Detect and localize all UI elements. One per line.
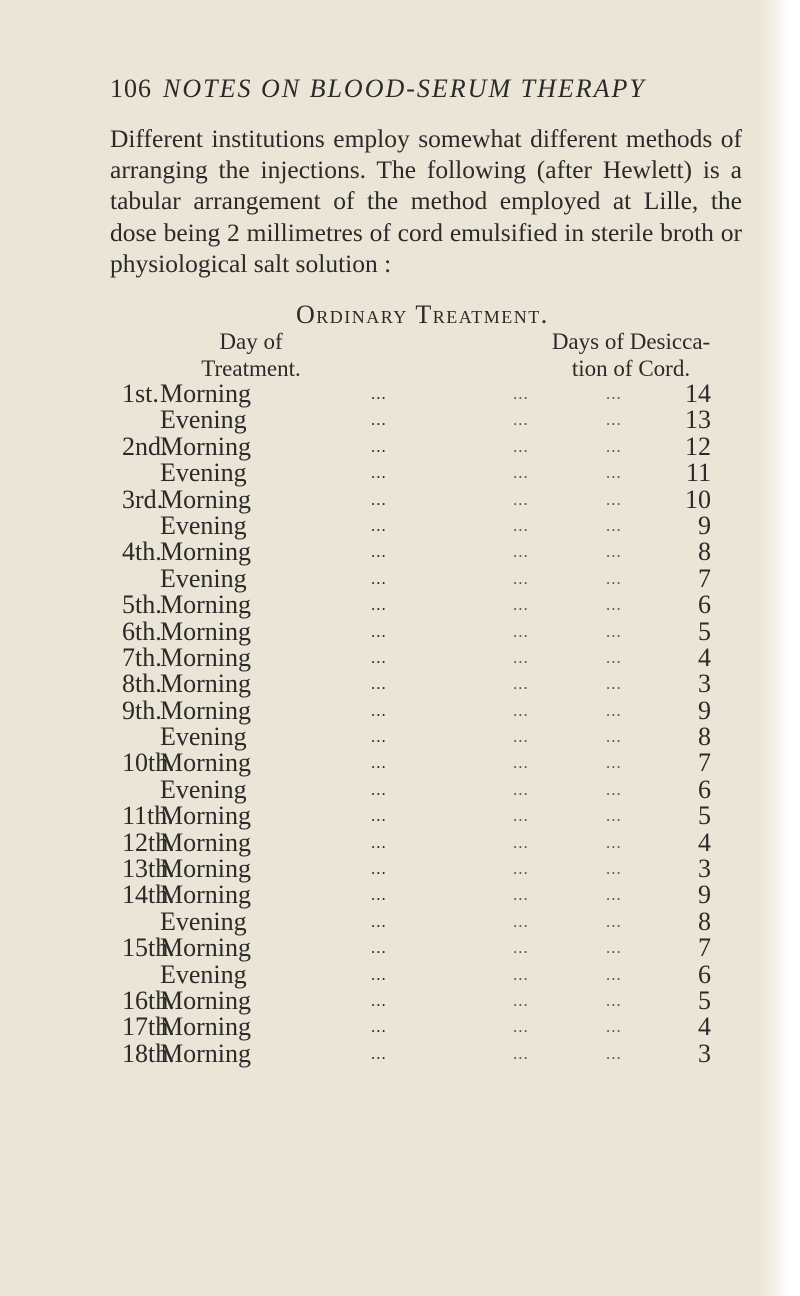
desiccation-days: 4 [698,827,711,857]
treatment-table [0,380,800,1066]
dot-leader: ... [371,568,387,588]
desiccation-days: 6 [698,774,711,804]
dot-leader: ... [513,647,529,667]
time-of-day: Evening [160,458,247,488]
desiccation-days: 3 [698,669,711,699]
dot-leader: ... [606,727,622,747]
table-row [0,697,800,723]
desiccation-days: 13 [685,405,711,435]
page-number: 106 [110,74,152,103]
dot-leader: ... [606,964,622,984]
desiccation-days: 9 [698,695,711,725]
dot-leader: ... [371,1017,387,1037]
dot-leader: ... [371,727,387,747]
time-of-day: Morning [160,669,251,699]
time-of-day: Morning [160,880,251,910]
dot-leader: ... [371,911,387,931]
dot-leader: ... [371,1043,387,1063]
dot-leader: ... [371,595,387,615]
dot-leader: ... [513,384,529,403]
dot-leader: ... [606,515,622,535]
time-of-day: Morning [160,1012,251,1042]
time-of-day: Morning [160,827,251,857]
dot-leader: ... [513,595,529,615]
day-label: 14th. [122,880,175,910]
dot-leader: ... [513,1017,529,1037]
dot-leader: ... [606,410,622,430]
table-title: Ordinary Treatment. [296,300,549,329]
dot-leader: ... [513,911,529,931]
intro-paragraph: Different institutions employ somewhat different methods of arranging the injections. The following (after Hewlett) is a tabular arrangement of the method employed at Lille, the dose being 2 millimetres of cord emulsified in sterile broth or physiological salt solution : [110,124,742,278]
time-of-day: Evening [160,906,247,936]
time-of-day: Morning [160,590,251,620]
dot-leader: ... [371,674,387,694]
desiccation-days: 5 [698,985,711,1015]
table-row [0,433,800,459]
desiccation-days: 5 [698,616,711,646]
dot-leader: ... [513,463,529,483]
dot-leader: ... [606,938,622,958]
dot-leader: ... [606,621,622,641]
desiccation-days: 10 [685,484,711,514]
time-of-day: Morning [160,801,251,831]
dot-leader: ... [513,753,529,773]
time-of-day: Morning [160,642,251,672]
dot-leader: ... [371,489,387,509]
table-row [0,801,800,831]
day-label: 9th. [122,695,162,725]
dot-leader: ... [513,674,529,694]
desiccation-days: 9 [698,880,711,910]
day-label: 12th. [122,827,175,857]
day-label: 5th. [122,590,162,620]
dot-leader: ... [606,859,622,879]
day-label: 1st. [122,379,159,408]
dot-leader: ... [371,832,387,852]
table-row [0,512,800,538]
dot-leader: ... [606,436,622,456]
table-row [0,880,800,910]
dot-leader: ... [606,595,622,615]
day-label: 6th. [122,616,162,646]
time-of-day: Evening [160,722,247,752]
dot-leader: ... [513,779,529,799]
dot-leader: ... [513,489,529,509]
desiccation-days: 8 [698,906,711,936]
table-row [0,748,800,778]
dot-leader: ... [606,674,622,694]
time-of-day: Morning [160,854,251,884]
table-row [0,590,800,620]
day-label: 16th. [122,985,175,1015]
dot-leader: ... [371,384,387,403]
table-row [0,618,800,644]
desiccation-days: 3 [698,854,711,884]
time-of-day: Morning [160,616,251,646]
day-label: 10th. [122,748,175,778]
dot-leader: ... [513,515,529,535]
desiccation-days: 5 [698,801,711,831]
dot-leader: ... [606,568,622,588]
day-label: 7th. [122,642,162,672]
time-of-day: Morning [160,431,251,461]
dot-leader: ... [371,410,387,430]
time-of-day: Morning [160,695,251,725]
dot-leader: ... [513,832,529,852]
time-of-day: Morning [160,1038,251,1068]
dot-leader: ... [513,700,529,720]
dot-leader: ... [513,885,529,905]
day-label: 17th. [122,1012,175,1042]
table-row [0,1040,800,1066]
dot-leader: ... [371,885,387,905]
dot-leader: ... [606,384,622,403]
table-row [0,908,800,934]
dot-leader: ... [513,436,529,456]
time-of-day: Morning [160,484,251,514]
dot-leader: ... [606,885,622,905]
table-row [0,644,800,670]
dot-leader: ... [606,779,622,799]
table-row [0,987,800,1013]
day-label: 15th. [122,933,175,963]
dot-leader: ... [513,806,529,826]
column-header-desiccation: Days of Desicca-tion of Cord. [551,329,711,381]
dot-leader: ... [606,990,622,1010]
time-of-day: Evening [160,405,247,435]
desiccation-days: 7 [698,748,711,778]
dot-leader: ... [513,859,529,879]
time-of-day: Morning [160,748,251,778]
dot-leader: ... [513,542,529,562]
dot-leader: ... [371,753,387,773]
time-of-day: Evening [160,563,247,593]
dot-leader: ... [371,700,387,720]
dot-leader: ... [371,621,387,641]
dot-leader: ... [513,1043,529,1063]
dot-leader: ... [371,938,387,958]
desiccation-days: 12 [685,431,711,461]
dot-leader: ... [606,647,622,667]
time-of-day: Morning [160,537,251,567]
desiccation-days: 8 [698,537,711,567]
dot-leader: ... [371,542,387,562]
time-of-day: Morning [160,379,251,408]
time-of-day: Morning [160,985,251,1015]
table-row [0,669,800,699]
dot-leader: ... [606,753,622,773]
desiccation-days: 4 [698,1012,711,1042]
day-label: 13th. [122,854,175,884]
table-row [0,776,800,802]
column-header-day: Day of Treatment. [201,329,301,381]
day-label: 18th. [122,1038,175,1068]
dot-leader: ... [606,806,622,826]
dot-leader: ... [371,779,387,799]
table-row [0,854,800,884]
desiccation-days: 6 [698,959,711,989]
desiccation-days: 11 [685,458,711,488]
time-of-day: Morning [160,933,251,963]
dot-leader: ... [606,1043,622,1063]
table-row [0,829,800,855]
running-title: NOTES ON BLOOD-SERUM THERAPY [163,74,646,103]
desiccation-days: 6 [698,590,711,620]
desiccation-days: 8 [698,722,711,752]
table-row [0,933,800,963]
dot-leader: ... [371,964,387,984]
table-row [0,405,800,435]
table-row [0,486,800,512]
day-label: 4th. [122,537,162,567]
dot-leader: ... [371,990,387,1010]
dot-leader: ... [513,964,529,984]
desiccation-days: 7 [698,563,711,593]
table-row [0,961,800,987]
desiccation-days: 4 [698,642,711,672]
dot-leader: ... [606,463,622,483]
day-label: 11th. [122,801,174,831]
dot-leader: ... [371,436,387,456]
day-label: 3rd. [122,484,164,514]
dot-leader: ... [513,410,529,430]
desiccation-days: 14 [685,379,711,408]
dot-leader: ... [371,515,387,535]
dot-leader: ... [371,859,387,879]
day-label: 8th. [122,669,162,699]
desiccation-days: 7 [698,933,711,963]
dot-leader: ... [606,489,622,509]
dot-leader: ... [606,542,622,562]
table-row [0,722,800,752]
dot-leader: ... [513,568,529,588]
dot-leader: ... [513,990,529,1010]
dot-leader: ... [513,621,529,641]
dot-leader: ... [606,911,622,931]
dot-leader: ... [371,806,387,826]
dot-leader: ... [513,938,529,958]
table-row [0,565,800,591]
dot-leader: ... [513,727,529,747]
dot-leader: ... [371,647,387,667]
table-row [0,537,800,567]
time-of-day: Evening [160,959,247,989]
time-of-day: Evening [160,774,247,804]
desiccation-days: 3 [698,1038,711,1068]
dot-leader: ... [606,832,622,852]
desiccation-days: 9 [698,510,711,540]
dot-leader: ... [606,700,622,720]
table-row [0,380,800,406]
table-row [0,458,800,488]
table-row [0,1012,800,1042]
day-label: 2nd. [122,431,168,461]
dot-leader: ... [371,463,387,483]
time-of-day: Evening [160,510,247,540]
dot-leader: ... [606,1017,622,1037]
